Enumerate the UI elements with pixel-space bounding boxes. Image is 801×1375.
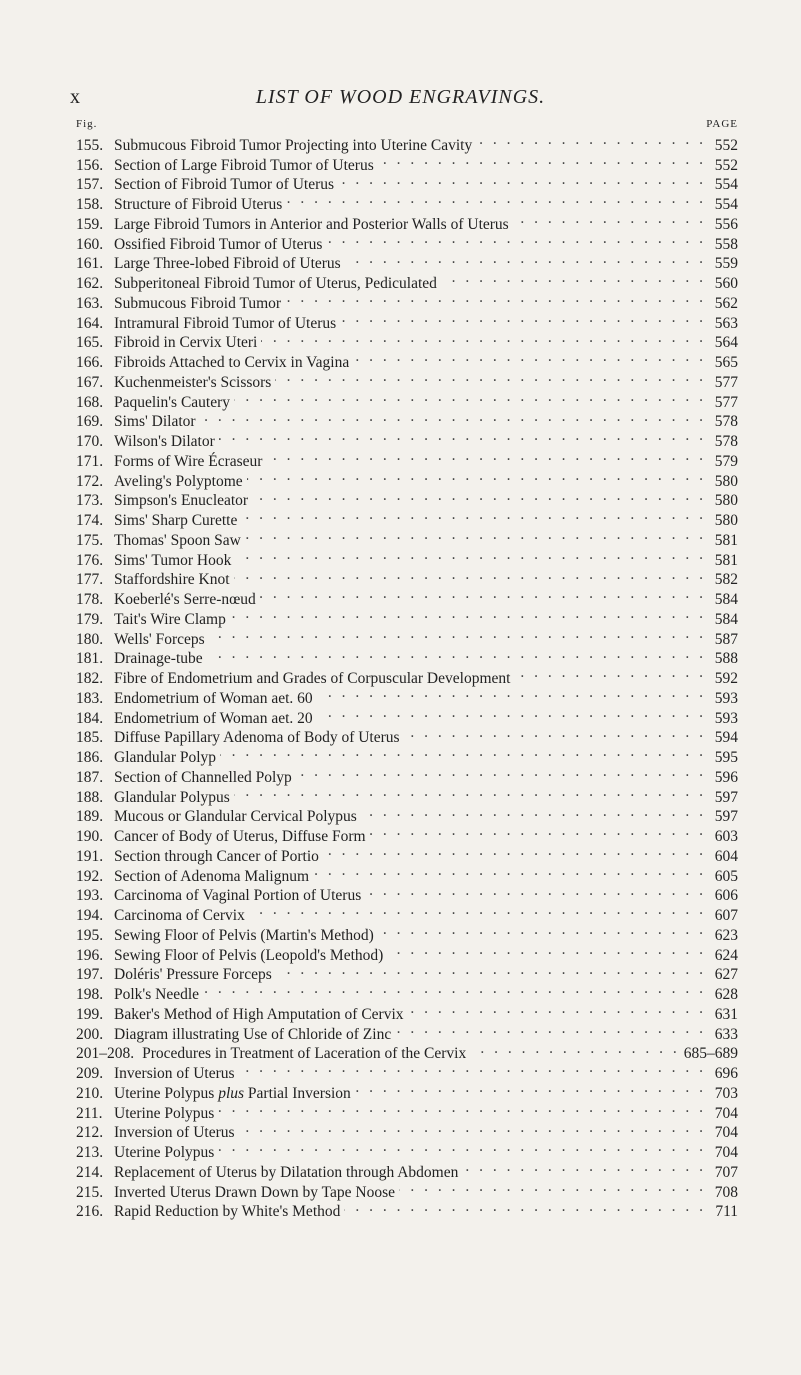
- page-reference: 606: [714, 887, 738, 905]
- figure-number: 184.: [76, 709, 104, 727]
- figure-number: 198.: [76, 986, 104, 1003]
- page-reference: 592: [714, 670, 738, 687]
- list-item: [76, 505, 738, 529]
- page-reference: 580: [714, 512, 738, 529]
- figure-number: 189.: [76, 808, 104, 826]
- page-reference: 584: [714, 610, 738, 628]
- figure-number: 185.: [76, 729, 104, 747]
- figure-number: 156.: [76, 156, 104, 174]
- figure-caption: Fibroid in Cervix Uteri: [114, 334, 258, 352]
- figure-number: 194.: [76, 907, 104, 924]
- figure-caption: Inversion of Uterus: [114, 1124, 235, 1142]
- list-item: [76, 1157, 738, 1181]
- figure-caption: Tait's Wire Clamp: [114, 610, 226, 628]
- list-item: [76, 644, 738, 668]
- leader-dots: [203, 979, 706, 999]
- leader-dots: [408, 999, 706, 1019]
- leader-dots: [252, 486, 706, 506]
- list-item: [76, 841, 738, 865]
- leader-dots: [353, 347, 706, 367]
- figure-caption: Wells' Forceps: [114, 630, 205, 648]
- list-item: [76, 387, 738, 411]
- figure-caption: Section of Channelled Polyp: [114, 768, 292, 786]
- figure-number: 193.: [76, 887, 104, 905]
- leader-dots: [200, 407, 706, 427]
- leader-dots: [218, 1137, 706, 1157]
- page-reference: 597: [714, 788, 738, 806]
- list-item: [76, 584, 738, 608]
- page-reference: 623: [714, 926, 738, 944]
- page-reference: 582: [714, 571, 738, 589]
- page-reference: 562: [714, 294, 738, 312]
- leader-dots: [239, 1118, 706, 1138]
- leader-dots: [514, 663, 706, 683]
- leader-dots: [462, 1157, 706, 1177]
- leader-dots: [476, 130, 706, 150]
- leader-dots: [378, 920, 706, 940]
- page-reference: 597: [714, 808, 738, 826]
- figure-number: 181.: [76, 650, 104, 668]
- page-reference: 594: [714, 729, 738, 747]
- figure-caption: Cancer of Body of Uterus, Diffuse Form: [114, 828, 366, 845]
- page-reference: 596: [714, 768, 738, 786]
- page-reference: 607: [714, 907, 738, 924]
- list-item: [76, 545, 738, 569]
- figure-caption: Uterine Polypus plus Partial Inversion: [114, 1084, 351, 1102]
- figure-caption: Simpson's Enucleator: [114, 492, 249, 510]
- leader-dots: [235, 545, 706, 565]
- leader-dots: [317, 683, 706, 703]
- leader-dots: [220, 742, 706, 762]
- figure-number: 209.: [76, 1065, 104, 1082]
- list-item: [76, 703, 738, 727]
- figure-number: 210.: [76, 1084, 104, 1102]
- list-item: [76, 189, 738, 213]
- leader-dots: [326, 229, 706, 249]
- leader-dots: [209, 624, 706, 644]
- list-item: [76, 328, 738, 352]
- leader-dots: [239, 1058, 706, 1078]
- figure-caption: Submucous Fibroid Tumor Projecting into Uterine Cavity: [114, 136, 473, 154]
- figure-number: 201–208.: [76, 1045, 135, 1063]
- figure-number: 212.: [76, 1124, 104, 1142]
- list-item: [76, 881, 738, 905]
- leader-dots: [345, 249, 706, 269]
- figure-number: 199.: [76, 1005, 104, 1023]
- figure-caption: Fibroids Attached to Cervix in Vagina: [114, 354, 350, 371]
- page-reference: 703: [714, 1084, 738, 1102]
- page-title: LIST OF WOOD ENGRAVINGS.: [255, 86, 546, 108]
- leader-dots: [260, 584, 706, 604]
- list-item: [76, 742, 738, 766]
- figure-caption: Drainage-tube: [114, 650, 203, 668]
- figure-number: 214.: [76, 1163, 104, 1181]
- list-item: [76, 486, 738, 510]
- figure-caption: Section of Adenoma Malignum: [114, 867, 310, 885]
- list-item: [76, 150, 738, 174]
- figure-caption: Sims' Tumor Hook: [114, 551, 232, 569]
- page-reference: 631: [714, 1005, 738, 1023]
- page-reference: 577: [714, 373, 738, 391]
- page-reference: 560: [714, 275, 738, 292]
- figure-caption: Inverted Uterus Drawn Down by Tape Noose: [114, 1183, 395, 1201]
- list-item: [76, 979, 738, 1003]
- leader-dots: [276, 960, 706, 980]
- figure-number: 183.: [76, 689, 104, 707]
- leader-dots: [378, 150, 706, 170]
- figure-number: 195.: [76, 926, 104, 944]
- leader-dots: [247, 466, 706, 486]
- leader-dots: [218, 1098, 706, 1118]
- leader-dots: [344, 1197, 706, 1217]
- figure-number: 169.: [76, 413, 104, 431]
- list-item: [76, 1177, 738, 1201]
- list-item: [76, 130, 738, 154]
- figure-caption: Wilson's Dilator: [114, 433, 215, 450]
- figure-number: 213.: [76, 1144, 104, 1161]
- figure-number: 173.: [76, 492, 104, 510]
- page-reference: 579: [714, 452, 738, 470]
- list-item: [76, 229, 738, 253]
- figure-caption: Rapid Reduction by White's Method: [114, 1203, 341, 1221]
- list-item: [76, 900, 738, 924]
- page-reference: 704: [714, 1124, 738, 1142]
- list-item: [76, 940, 738, 964]
- figure-number: 216.: [76, 1203, 104, 1221]
- figure-caption: Glandular Polyp: [114, 749, 217, 766]
- list-item: [76, 525, 738, 549]
- figure-number: 197.: [76, 966, 104, 984]
- page-reference: 685–689: [683, 1045, 738, 1063]
- leader-dots: [296, 762, 706, 782]
- page-reference: 559: [714, 255, 738, 273]
- page-reference: 578: [714, 433, 738, 450]
- figure-caption: Intramural Fibroid Tumor of Uterus: [114, 314, 337, 332]
- page-reference: 605: [714, 867, 738, 885]
- list-item: [76, 663, 738, 687]
- figure-number: 168.: [76, 393, 104, 411]
- figure-caption: Staffordshire Knot: [114, 571, 230, 589]
- leader-dots: [387, 940, 706, 960]
- page-reference: 708: [714, 1183, 738, 1201]
- list-item: [76, 249, 738, 273]
- figure-caption: Paquelin's Cautery: [114, 393, 231, 411]
- list-item: [76, 960, 738, 984]
- page-reference: 564: [714, 334, 738, 352]
- figure-caption: Procedures in Treatment of Laceration of the Cervix: [142, 1045, 467, 1063]
- page-reference: 563: [714, 314, 738, 332]
- page-reference: 707: [714, 1163, 738, 1181]
- figure-caption: Uterine Polypus: [114, 1104, 215, 1122]
- list-item: [76, 288, 738, 312]
- figure-number: 215.: [76, 1183, 104, 1201]
- leader-dots: [286, 189, 706, 209]
- list-item: [76, 999, 738, 1023]
- figure-caption: Carcinoma of Cervix: [114, 907, 245, 924]
- page-reference: 554: [714, 196, 738, 213]
- figure-number: 172.: [76, 472, 104, 490]
- page-reference: 565: [714, 354, 738, 371]
- list-item: [76, 1098, 738, 1122]
- page-reference: 624: [714, 946, 738, 964]
- figure-number: 187.: [76, 768, 104, 786]
- list-item: [76, 308, 738, 332]
- list-item: [76, 1137, 738, 1161]
- leader-dots: [470, 1039, 680, 1059]
- list-item: [76, 861, 738, 885]
- leader-dots: [249, 900, 706, 920]
- leader-dots: [365, 881, 706, 901]
- page-reference: 578: [714, 413, 738, 431]
- figure-caption: Polk's Needle: [114, 986, 200, 1003]
- list-item: [76, 624, 738, 648]
- page-reference: 704: [714, 1144, 738, 1161]
- figure-number: 159.: [76, 215, 104, 233]
- leader-dots: [266, 446, 706, 466]
- list-item: [76, 1197, 738, 1221]
- page-reference: 603: [714, 828, 738, 845]
- figure-number: 178.: [76, 591, 104, 608]
- leader-dots: [399, 1177, 706, 1197]
- list-item: [76, 1078, 738, 1102]
- figure-number: 190.: [76, 828, 104, 845]
- list-item: [76, 426, 738, 450]
- list-item: [76, 604, 738, 628]
- page-reference: 556: [714, 215, 738, 233]
- figure-caption: Ossified Fibroid Tumor of Uterus: [114, 235, 323, 253]
- leader-dots: [245, 525, 706, 545]
- figure-caption: Kuchenmeister's Scissors: [114, 373, 272, 391]
- page-reference: 552: [714, 156, 738, 174]
- page-reference: 558: [714, 235, 738, 253]
- page-reference: 627: [714, 966, 738, 984]
- figure-number: 188.: [76, 788, 104, 806]
- list-item: [76, 920, 738, 944]
- figure-caption: Diagram illustrating Use of Chloride of Zinc: [114, 1025, 392, 1043]
- page-reference: 628: [714, 986, 738, 1003]
- figure-caption: Koeberlé's Serre-nœud: [114, 591, 256, 608]
- figure-number: 176.: [76, 551, 104, 569]
- leader-dots: [323, 841, 706, 861]
- leader-dots: [404, 723, 706, 743]
- figure-number: 165.: [76, 334, 104, 352]
- list-item: [76, 802, 738, 826]
- leader-dots: [207, 644, 706, 664]
- page-header: [70, 86, 731, 110]
- page-reference: 711: [715, 1203, 738, 1221]
- figure-caption: Endometrium of Woman aet. 20: [114, 709, 313, 727]
- figure-caption: Mucous or Glandular Cervical Polypus: [114, 808, 357, 826]
- figure-number: 162.: [76, 275, 104, 292]
- figure-number: 171.: [76, 452, 104, 470]
- figure-caption: Sewing Floor of Pelvis (Martin's Method): [114, 926, 374, 944]
- figure-caption: Carcinoma of Vaginal Portion of Uterus: [114, 887, 362, 905]
- page-reference: 552: [714, 136, 738, 154]
- list-item: [76, 723, 738, 747]
- leader-dots: [441, 268, 706, 288]
- leader-dots: [317, 703, 706, 723]
- figure-number: 170.: [76, 433, 104, 450]
- figure-number: 155.: [76, 136, 104, 154]
- list-item: [76, 1058, 738, 1082]
- figure-caption: Submucous Fibroid Tumor: [114, 294, 282, 312]
- figure-caption: Endometrium of Woman aet. 60: [114, 689, 313, 707]
- figure-caption: Inversion of Uterus: [114, 1065, 235, 1082]
- list-item: [76, 762, 738, 786]
- list-item: [76, 170, 738, 194]
- figure-number: 163.: [76, 294, 104, 312]
- figure-caption: Diffuse Papillary Adenoma of Body of Uterus: [114, 729, 400, 747]
- figure-number: 186.: [76, 749, 104, 766]
- figure-number: 191.: [76, 847, 104, 865]
- leader-dots: [275, 367, 706, 387]
- figure-caption: Structure of Fibroid Uterus: [114, 196, 283, 213]
- figure-number: 174.: [76, 512, 104, 529]
- leader-dots: [261, 328, 706, 348]
- page-number-roman: x: [70, 86, 81, 108]
- list-item: [76, 446, 738, 470]
- list-item: [76, 209, 738, 233]
- figure-number: 211.: [76, 1104, 103, 1122]
- leader-dots: [370, 821, 706, 841]
- leader-dots: [395, 1019, 706, 1039]
- figure-number: 196.: [76, 946, 104, 964]
- list-item: [76, 407, 738, 431]
- figure-caption: Replacement of Uterus by Dilatation through Abdomen: [114, 1163, 459, 1181]
- page-reference: 587: [714, 630, 738, 648]
- leader-dots: [234, 387, 706, 407]
- list-item: [76, 782, 738, 806]
- page-reference: 593: [714, 709, 738, 727]
- figure-caption: Forms of Wire Écraseur: [114, 452, 263, 470]
- page-reference: 581: [714, 531, 738, 549]
- figure-caption: Baker's Method of High Amputation of Cervix: [114, 1005, 404, 1023]
- page-reference: 588: [714, 650, 738, 668]
- figure-number: 161.: [76, 255, 104, 273]
- leader-dots: [285, 288, 706, 308]
- figure-caption: Aveling's Polyptome: [114, 472, 243, 490]
- figure-caption: Glandular Polypus: [114, 788, 230, 806]
- figure-caption: Uterine Polypus: [114, 1144, 215, 1161]
- list-item: [76, 347, 738, 371]
- figure-caption: Section of Fibroid Tumor of Uterus: [114, 176, 335, 194]
- list-item: [76, 683, 738, 707]
- engravings-list: [76, 130, 738, 1221]
- list-item: [76, 466, 738, 490]
- figure-caption: Section through Cancer of Portio: [114, 847, 319, 865]
- figure-number: 167.: [76, 373, 104, 391]
- leader-dots: [361, 802, 706, 822]
- figure-caption: Section of Large Fibroid Tumor of Uterus: [114, 156, 374, 174]
- page-reference: 604: [714, 847, 738, 865]
- leader-dots: [340, 308, 706, 328]
- page-reference: 696: [714, 1065, 738, 1082]
- list-item: [76, 1039, 738, 1063]
- figure-number: 166.: [76, 354, 104, 371]
- page-reference: 584: [714, 591, 738, 608]
- page-reference: 704: [714, 1104, 738, 1122]
- page-column-header: PAGE: [706, 118, 738, 130]
- page-reference: 595: [714, 749, 738, 766]
- leader-dots: [338, 170, 706, 190]
- leader-dots: [230, 604, 706, 624]
- figure-caption: Sims' Sharp Curette: [114, 512, 238, 529]
- list-item: [76, 367, 738, 391]
- list-item: [76, 268, 738, 292]
- list-item: [76, 565, 738, 589]
- figure-caption: Large Fibroid Tumors in Anterior and Posterior Walls of Uterus: [114, 215, 509, 233]
- figure-number: 200.: [76, 1025, 104, 1043]
- figure-caption: Sims' Dilator: [114, 413, 196, 431]
- figure-caption: Doléris' Pressure Forceps: [114, 966, 272, 984]
- figure-number: 192.: [76, 867, 104, 885]
- list-item: [76, 1019, 738, 1043]
- leader-dots: [241, 505, 706, 525]
- figure-caption: Subperitoneal Fibroid Tumor of Uterus, Pediculated: [114, 275, 437, 292]
- figure-number: 157.: [76, 176, 104, 194]
- page-reference: 580: [714, 492, 738, 510]
- page-reference: 593: [714, 689, 738, 707]
- leader-dots: [355, 1078, 706, 1098]
- figure-number: 164.: [76, 314, 104, 332]
- figure-number: 180.: [76, 630, 104, 648]
- figure-number: 182.: [76, 670, 104, 687]
- figure-number: 158.: [76, 196, 104, 213]
- leader-dots: [513, 209, 706, 229]
- leader-dots: [313, 861, 706, 881]
- page-reference: 581: [714, 551, 738, 569]
- leader-dots: [219, 426, 706, 446]
- list-item: [76, 1118, 738, 1142]
- figure-number: 175.: [76, 531, 104, 549]
- figure-number: 179.: [76, 610, 104, 628]
- leader-dots: [234, 782, 706, 802]
- figure-caption: Sewing Floor of Pelvis (Leopold's Method): [114, 946, 384, 964]
- page-reference: 554: [714, 176, 738, 194]
- figure-caption: Large Three-lobed Fibroid of Uterus: [114, 255, 341, 273]
- fig-column-header: Fig.: [76, 118, 98, 130]
- figure-number: 160.: [76, 235, 104, 253]
- figure-number: 177.: [76, 571, 104, 589]
- leader-dots: [234, 565, 706, 585]
- list-item: [76, 821, 738, 845]
- page-reference: 577: [714, 393, 738, 411]
- page-reference: 580: [714, 472, 738, 490]
- figure-caption: Fibre of Endometrium and Grades of Corpuscular Development: [114, 670, 511, 687]
- figure-caption: Thomas' Spoon Saw: [114, 531, 241, 549]
- page-reference: 633: [714, 1025, 738, 1043]
